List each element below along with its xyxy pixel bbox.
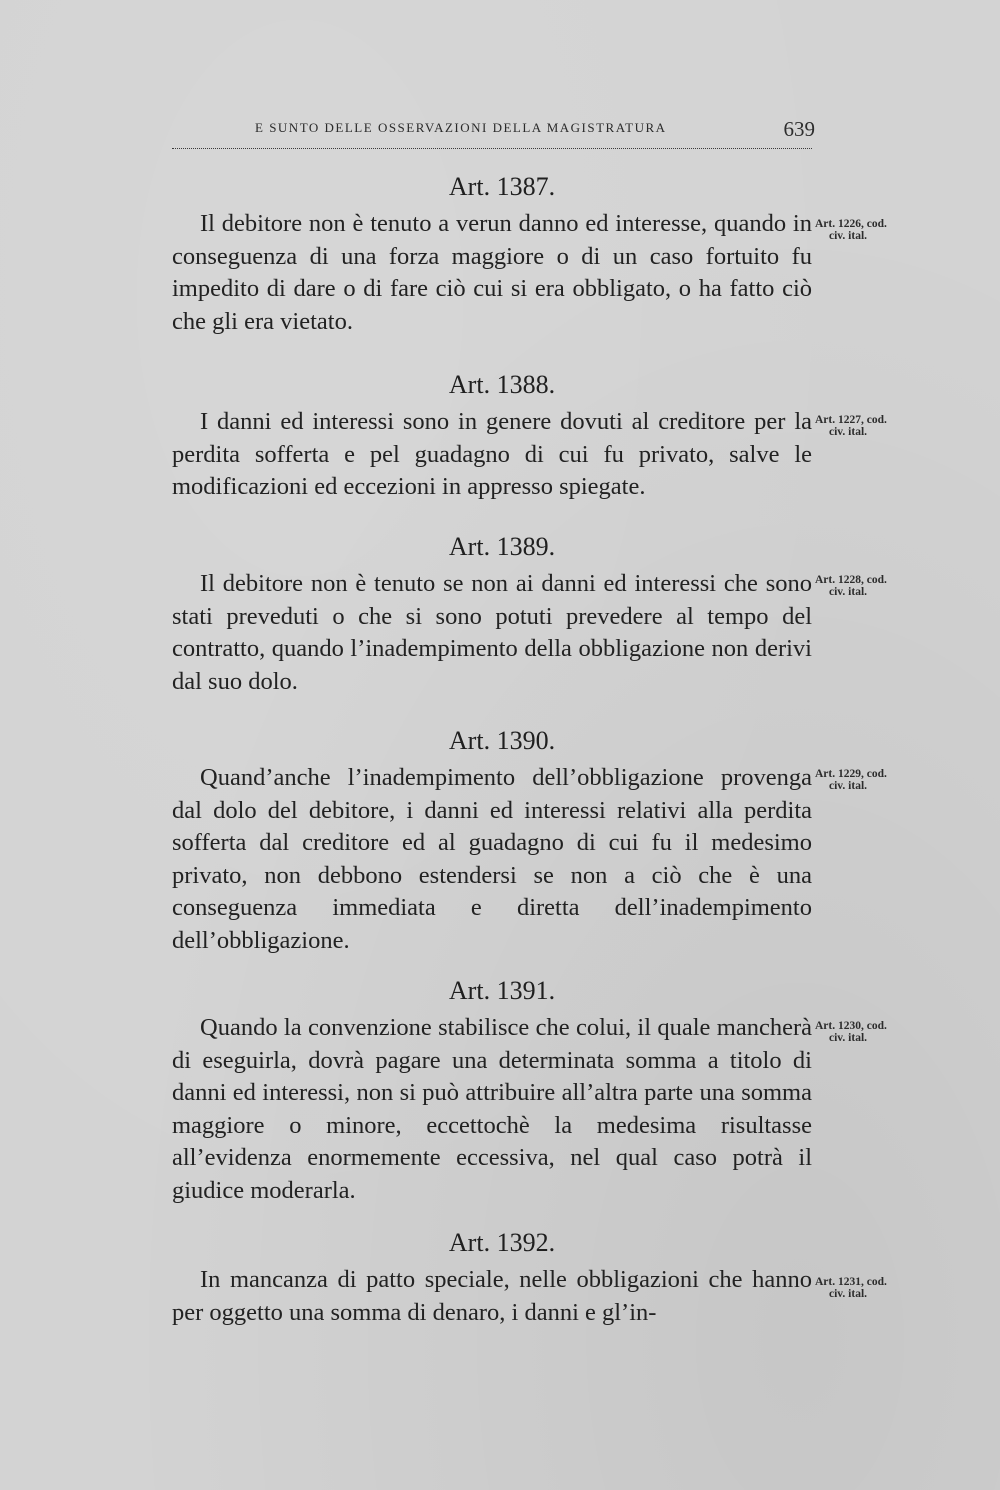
margin-note-line: civ. ital. bbox=[829, 426, 868, 438]
article-text: Quando la convenzione stabilisce che colui, il quale mancherà di eseguirla, dovrà pagare una determinata somma a titolo di danni ed interessi, non si può attribuire all’altra parte una somma maggiore o minore, eccettochè la medesima risultasse all’evidenza enormemente eccessiva, nel qual caso potrà il giudice moderarla. bbox=[172, 1014, 812, 1204]
article-heading: Art. 1390. bbox=[448, 726, 556, 755]
article-text: Il debitore non è tenuto se non ai danni ed interessi che sono stati preveduti o che si sono potuti prevedere al tempo del contratto, quando l’inadempimento della obbligazione non derivi dal suo dolo. bbox=[172, 570, 812, 695]
margin-note-line: civ. ital. bbox=[829, 586, 868, 598]
article-1388 bbox=[172, 370, 812, 504]
margin-note-1387 bbox=[815, 218, 935, 242]
margin-note-line: civ. ital. bbox=[829, 1032, 868, 1044]
article-heading: Art. 1387. bbox=[448, 172, 556, 201]
article-1389 bbox=[172, 532, 812, 698]
margin-note-line: civ. ital. bbox=[829, 780, 868, 792]
margin-note-line: Art. 1226, cod. bbox=[815, 218, 887, 230]
article-heading: Art. 1392. bbox=[448, 1228, 556, 1257]
margin-note-line: civ. ital. bbox=[829, 1288, 868, 1300]
article-heading: Art. 1388. bbox=[448, 370, 556, 399]
article-text: I danni ed interessi sono in genere dovuti al creditore per la perdita sofferta e pel guadagno di cui fu privato, salve le modificazioni ed eccezioni in appresso spiegate. bbox=[172, 408, 812, 500]
margin-note-line: Art. 1228, cod. bbox=[815, 574, 887, 586]
margin-note-line: Art. 1230, cod. bbox=[815, 1020, 887, 1032]
article-heading: Art. 1391. bbox=[448, 976, 556, 1005]
article-1391 bbox=[172, 976, 812, 1207]
running-title: E SUNTO DELLE OSSERVAZIONI DELLA MAGISTRATURA bbox=[255, 120, 667, 135]
running-header bbox=[255, 117, 815, 141]
article-text: Quand’anche l’inadempimento dell’obbligazione provenga dal dolo del debitore, i danni ed interessi relativi alla perdita sofferta dal creditore ed al guadagno di cui fu il medesimo privato, non debbono estendersi se non a ciò che è una conseguenza immediata e diretta dell’inadempimento dell’obbligazione. bbox=[172, 764, 812, 954]
margin-note-1389 bbox=[815, 574, 935, 598]
margin-note-1388 bbox=[815, 414, 935, 438]
header-rule bbox=[172, 148, 812, 149]
article-text: In mancanza di patto speciale, nelle obbligazioni che hanno per oggetto una somma di denaro, i danni e gl’in- bbox=[172, 1266, 812, 1326]
margin-note-1391 bbox=[815, 1020, 935, 1044]
article-1387 bbox=[172, 172, 812, 338]
page-number: 639 bbox=[783, 117, 815, 141]
article-1390 bbox=[172, 726, 812, 957]
margin-note-1392 bbox=[815, 1276, 935, 1300]
margin-note-line: Art. 1227, cod. bbox=[815, 414, 887, 426]
margin-note-1390 bbox=[815, 768, 935, 792]
article-text: Il debitore non è tenuto a verun danno ed interesse, quando in conseguenza di una forza maggiore o di un caso fortuito fu impedito di dare o di fare ciò cui si era obbligato, o ha fatto ciò che gli era vietato. bbox=[172, 210, 812, 335]
margin-note-line: Art. 1231, cod. bbox=[815, 1276, 887, 1288]
margin-note-line: civ. ital. bbox=[829, 230, 868, 242]
article-heading: Art. 1389. bbox=[448, 532, 556, 561]
margin-note-line: Art. 1229, cod. bbox=[815, 768, 887, 780]
article-1392 bbox=[172, 1228, 812, 1329]
